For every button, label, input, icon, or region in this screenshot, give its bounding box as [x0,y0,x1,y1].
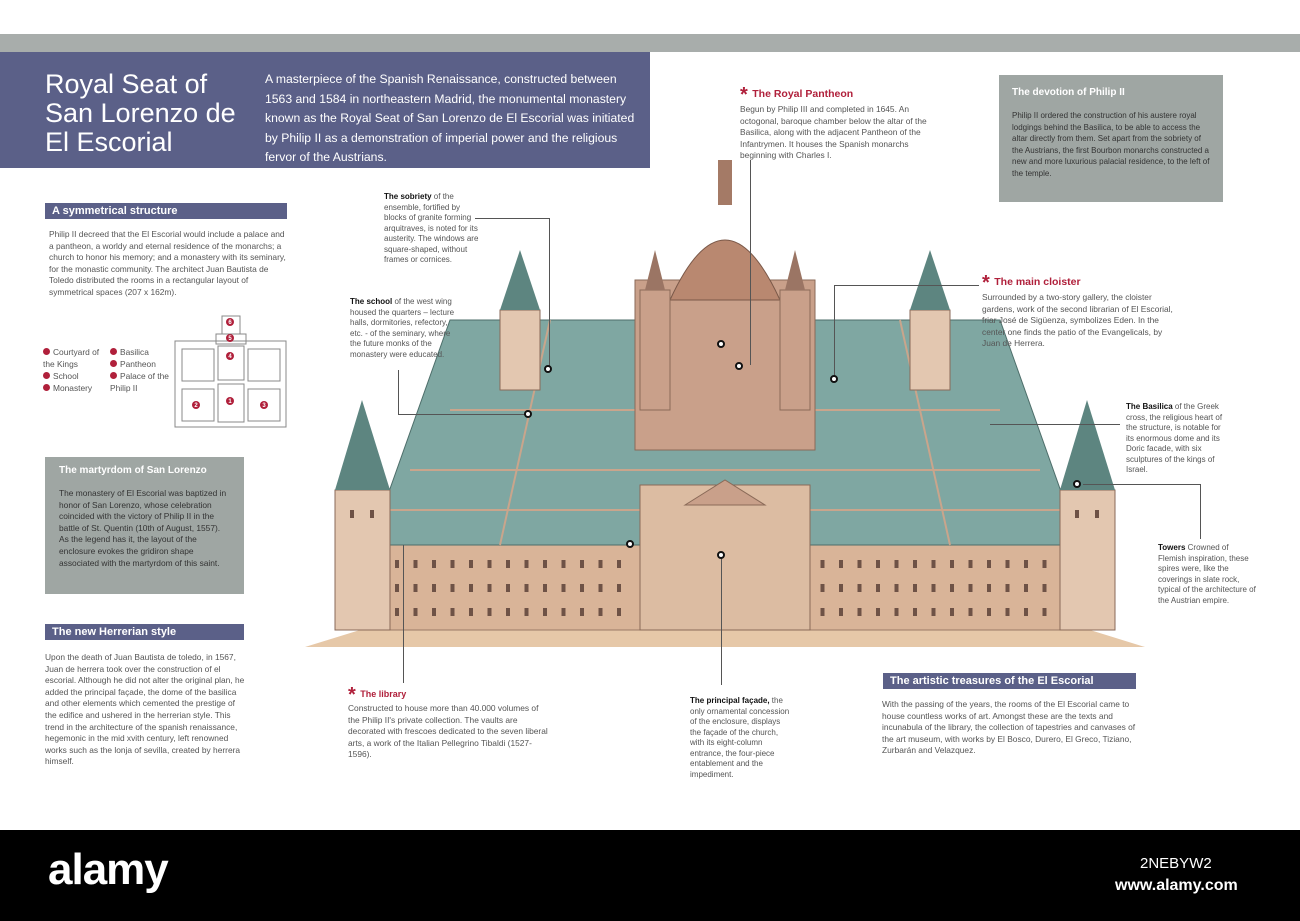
devotion-title: The devotion of Philip II [1012,87,1125,98]
plan-number: 1 [228,399,232,405]
asterisk-icon: * [982,272,990,294]
leader-line [398,370,399,414]
leader-line [834,285,979,286]
leader-line [398,414,528,415]
window [432,608,436,616]
window [1043,608,1047,616]
floor-plan [174,314,288,429]
window [488,584,492,592]
school-note [350,297,462,360]
window [617,608,621,616]
window [932,560,936,568]
window [1006,608,1010,616]
pantheon-title: The Royal Pantheon [752,88,854,100]
legend-item: Palace of the Philip II [110,371,169,393]
window [469,584,473,592]
leader-line [1083,484,1200,485]
marker-library[interactable] [626,540,634,548]
window [969,608,973,616]
library-title: The library [360,689,407,699]
window [895,560,899,568]
window [562,560,566,568]
window [1043,560,1047,568]
window [469,560,473,568]
devotion-box [999,75,1223,202]
leader-line [750,160,751,365]
window [395,560,399,568]
window [876,584,880,592]
window [821,560,825,568]
section-heading-herrerian: The new Herrerian style [45,624,244,640]
window [950,560,954,568]
treasures-text: With the passing of the years, the rooms of the El Escorial came to house countless works of art. Amongst these are the texts and incunabula of the library, the collection of tapestries and canvases of the art museum, with works by El Bosco, Durero, El Greco, Tiziano, Zurbarán and Velazquez. [882,699,1136,756]
window [543,608,547,616]
window [876,560,880,568]
window [987,608,991,616]
window [451,584,455,592]
marker-sobriety[interactable] [544,365,552,373]
leader-line [475,218,550,219]
facade-label: The principal façade, [690,696,770,705]
window [617,584,621,592]
window [451,560,455,568]
symmetrical-text: Philip II decreed that the El Escorial would include a palace and a pantheon, a worldy and eternal residence of the monarchs; a church to honor his memory; and a monastery with its seminary, for the monastic community. The architect Juan Bautista de Toledo distributed the rooms in a rectangular layout of symmetrical spaces (207 x 162m). [49,229,286,297]
library-note [348,684,548,761]
leader-line [834,285,835,377]
legend-item: School [53,371,79,381]
window [525,560,529,568]
library-text: Constructed to house more than 40.000 volumes of the Philip II's private collection. The vaults are decorated with frescoes dedicated to the seven liberal arts, a work of the Italian Pellegrino Tibaldi (1527-1596). [348,703,548,760]
window [599,560,603,568]
legend-item: Basilica [120,347,149,357]
window [1006,584,1010,592]
plan-number: 6 [228,320,232,326]
plan-number: 5 [228,336,232,342]
window [858,560,862,568]
window [414,584,418,592]
devotion-text: Philip II ordered the construction of his austere royal lodgings behind the Basilica, to be able to access the altar directly from them. Set apart from the sobriety of the Austrians, the first Bourbon monarchs constructed a new and more luxurious palacial residence, to the left of the temple. [1012,111,1210,178]
section-heading-treasures: The artistic treasures of the El Escorial [883,673,1136,689]
window [1043,584,1047,592]
plan-number: 3 [262,403,266,409]
window [858,584,862,592]
window [987,584,991,592]
window [506,608,510,616]
window [821,608,825,616]
window [525,608,529,616]
page-title: Royal Seat of San Lorenzo de El Escorial [45,69,236,157]
marker-facade[interactable] [717,551,725,559]
asterisk-icon: * [740,84,748,106]
school-label: The school [350,297,393,306]
plan-number: 4 [228,354,232,360]
watermark-footer [0,830,1300,921]
basilica-note [1126,402,1228,476]
towers-label: Towers [1158,543,1186,552]
window [617,560,621,568]
window [821,584,825,592]
window [599,584,603,592]
window [580,608,584,616]
window [913,608,917,616]
pantheon-text: Begun by Philip III and completed in 1645. An octogonal, baroque chamber below the altar of the Basilica, along with the adjacent Pantheon of the Infantrymen. It houses the Spanish monarchs beginning with Charles I. [740,104,927,161]
window [562,608,566,616]
marker-towers[interactable] [1073,480,1081,488]
section-heading-symmetrical: A symmetrical structure [45,203,287,219]
facade-text: the only ornamental concession of the enclosure, displays the façade of the church, with its eight-column entrance, the four-piece entablement and the impediment. [690,696,790,779]
window [580,584,584,592]
window [506,584,510,592]
window [543,584,547,592]
window [395,608,399,616]
window [488,608,492,616]
window [1024,608,1028,616]
leader-line [403,545,404,683]
leader-line [549,218,550,368]
cloister-title: The main cloister [994,276,1081,288]
basilica-text: of the Greek cross, the religious heart of the structure, is notable for its enormous dome and its Doric facade, with six sculptures of the kings of Israel. [1126,402,1223,474]
window [932,584,936,592]
legend-item: Courtyard of the Kings [43,347,100,369]
asterisk-icon: * [348,684,356,706]
pantheon-note [740,84,940,162]
legend-item: Monastery [53,383,93,393]
window [525,584,529,592]
window [839,584,843,592]
window [1006,560,1010,568]
window [950,584,954,592]
window [895,608,899,616]
window [580,560,584,568]
window [488,560,492,568]
school-text: of the west wing housed the quarters – lecture halls, dormitories, refectory, etc. - of the seminary, where the future monks of the monastery were educated. [350,297,455,359]
window [932,608,936,616]
cloister-text: Surrounded by a two-story gallery, the cloister gardens, work of the second librarian of El Escorial, friar José de Sigüenza, symbolizes Eden. In the center one finds the patio of the Evangelicals, by Juan de Herrera. [982,292,1173,349]
window [451,608,455,616]
window [969,584,973,592]
window [414,560,418,568]
window [599,608,603,616]
sobriety-note [384,192,484,266]
cloister-note [982,272,1182,350]
window [395,584,399,592]
martyrdom-text: The monastery of El Escorial was baptized in honor of San Lorenzo, whose celebration coincided with the victory of Philip II in the battle of St. Quentin (10th of August, 1557). As the legend has it, the layout of the enclosure evokes the gridiron shape associated with the martyrdom of this saint. [59,488,227,568]
window [543,560,547,568]
intro-text: A masterpiece of the Spanish Renaissance, constructed between 1563 and 1584 in northeastern Madrid, the monumental monastery known as the Royal Seat of San Lorenzo de El Escorial was initiated by Philip II as a demonstration of imperial power and the religious fervor of the Austrians. [265,72,635,164]
leader-line [721,555,722,685]
window [432,584,436,592]
window [469,608,473,616]
towers-note [1158,543,1258,606]
window [950,608,954,616]
sobriety-label: The sobriety [384,192,432,201]
leader-line [990,424,1120,425]
alamy-logo: alamy [48,845,168,894]
window [414,608,418,616]
window [913,560,917,568]
plan-number: 2 [194,403,198,409]
window [858,608,862,616]
window [1024,584,1028,592]
marker-cloister[interactable] [830,375,838,383]
facade-note [690,696,790,780]
marker-devotion[interactable] [717,340,725,348]
window [913,584,917,592]
image-id: 2NEBYW2 [1140,855,1212,872]
leader-line [1200,484,1201,539]
alamy-url: www.alamy.com [1115,877,1238,894]
window [987,560,991,568]
window [839,560,843,568]
marker-pantheon[interactable] [735,362,743,370]
window [506,560,510,568]
window [969,560,973,568]
window [839,608,843,616]
basilica-label: The Basilica [1126,402,1173,411]
towers-text: Crowned of Flemish inspiration, these spires were, like the coverings in slate rock, typical of the architecture of the Austrian empire. [1158,543,1256,605]
window [895,584,899,592]
window [562,584,566,592]
legend-item: Pantheon [120,359,156,369]
herrerian-text: Upon the death of Juan Bautista de toledo, in 1567, Juan de herrera took over the construction of el escorial. Although he did not alter the original plan, he added the principal façade, the dome of the basilica and other elements which cemented the prestige of the edifice and ushered in the herrerian style. This trend in the architecture of the spanish renaissance, hegemonic in the mid xvith century, left renowned works such as the lonja of sevilla, created by herrera himself. [45,652,245,767]
window [1024,560,1028,568]
window [876,608,880,616]
martyrdom-title: The martyrdom of San Lorenzo [59,465,207,476]
sobriety-text: of the ensemble, fortified by blocks of granite forming arquitraves, is noted for its austerity. The windows are square-shaped, without frames or cornices. [384,192,479,264]
marker-school[interactable] [524,410,532,418]
window [432,560,436,568]
martyrdom-box [45,457,244,594]
top-band [0,34,1300,52]
